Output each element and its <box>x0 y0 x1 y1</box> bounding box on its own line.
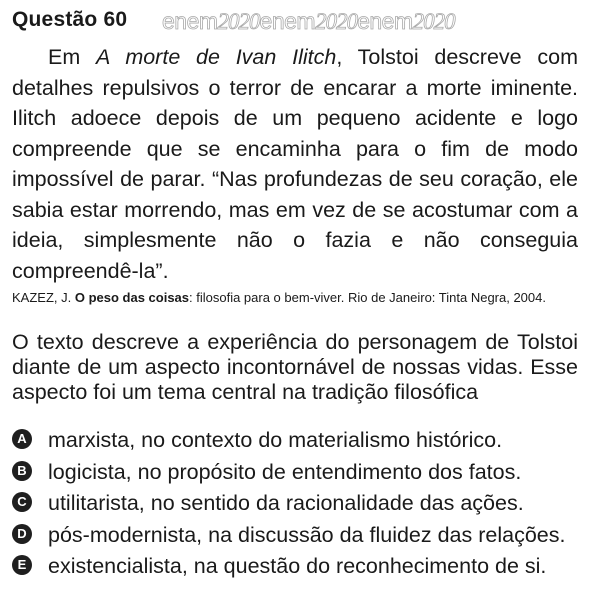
option-letter-badge: A <box>12 429 32 449</box>
answer-options <box>12 428 592 586</box>
watermark-word: enem <box>357 10 413 32</box>
watermark-word: enem <box>259 10 316 32</box>
option-letter-badge: E <box>12 555 32 575</box>
option-d[interactable] <box>12 523 592 555</box>
watermark-year: 2020 <box>315 10 358 32</box>
option-c[interactable] <box>12 491 592 523</box>
option-text: existencialista, na questão do reconhecimento de si. <box>48 554 547 578</box>
source-citation <box>12 290 590 306</box>
option-letter-badge: B <box>12 461 32 481</box>
book-title: A morte de Ivan Ilitch <box>96 45 337 69</box>
watermark-year: 2020 <box>412 10 455 32</box>
stem-text: O texto descreve a experiência do personagem de Tolstoi diante de um aspecto incontornável de nossas vidas. Esse aspecto foi um tema central na tradição filosófica <box>12 330 578 404</box>
passage-body: , Tolstoi descreve com detalhes repulsivos o terror de encarar a morte iminente. Ilitch adoece depois de um pequeno acidente e logo compreende que se encaminha para o fim de modo impossível de parar. “Nas profundezas de seu coração, ele sabia estar morrendo, mas em vez de se acostumar com a ideia, simplesmente não o fazia e não conseguia compreendê-la”. <box>12 45 578 283</box>
citation-details: : filosofia para o bem-viver. Rio de Janeiro: Tinta Negra, 2004. <box>189 290 546 305</box>
watermark-year: 2020 <box>217 10 260 32</box>
option-b[interactable] <box>12 460 592 492</box>
option-letter-badge: C <box>12 492 32 512</box>
watermark-word: enem <box>162 10 218 32</box>
option-a[interactable] <box>12 428 592 460</box>
option-text: utilitarista, no sentido da racionalidade das ações. <box>48 491 524 515</box>
option-e[interactable] <box>12 554 592 586</box>
citation-author: KAZEZ, J. <box>12 290 75 305</box>
option-letter-badge: D <box>12 524 32 544</box>
citation-title: O peso das coisas <box>74 290 190 305</box>
passage-text <box>12 42 578 286</box>
option-text: marxista, no contexto do materialismo histórico. <box>48 428 503 452</box>
option-text: pós-modernista, na discussão da fluidez das relações. <box>48 522 566 547</box>
enem-2020-watermark <box>162 10 590 32</box>
passage-intro: Em <box>48 45 97 69</box>
question-stem <box>12 330 578 405</box>
question-title: Questão 60 <box>12 8 128 31</box>
option-text: logicista, no propósito de entendimento dos fatos. <box>48 459 522 484</box>
question-header <box>12 6 590 36</box>
passage-paragraph <box>12 42 578 286</box>
